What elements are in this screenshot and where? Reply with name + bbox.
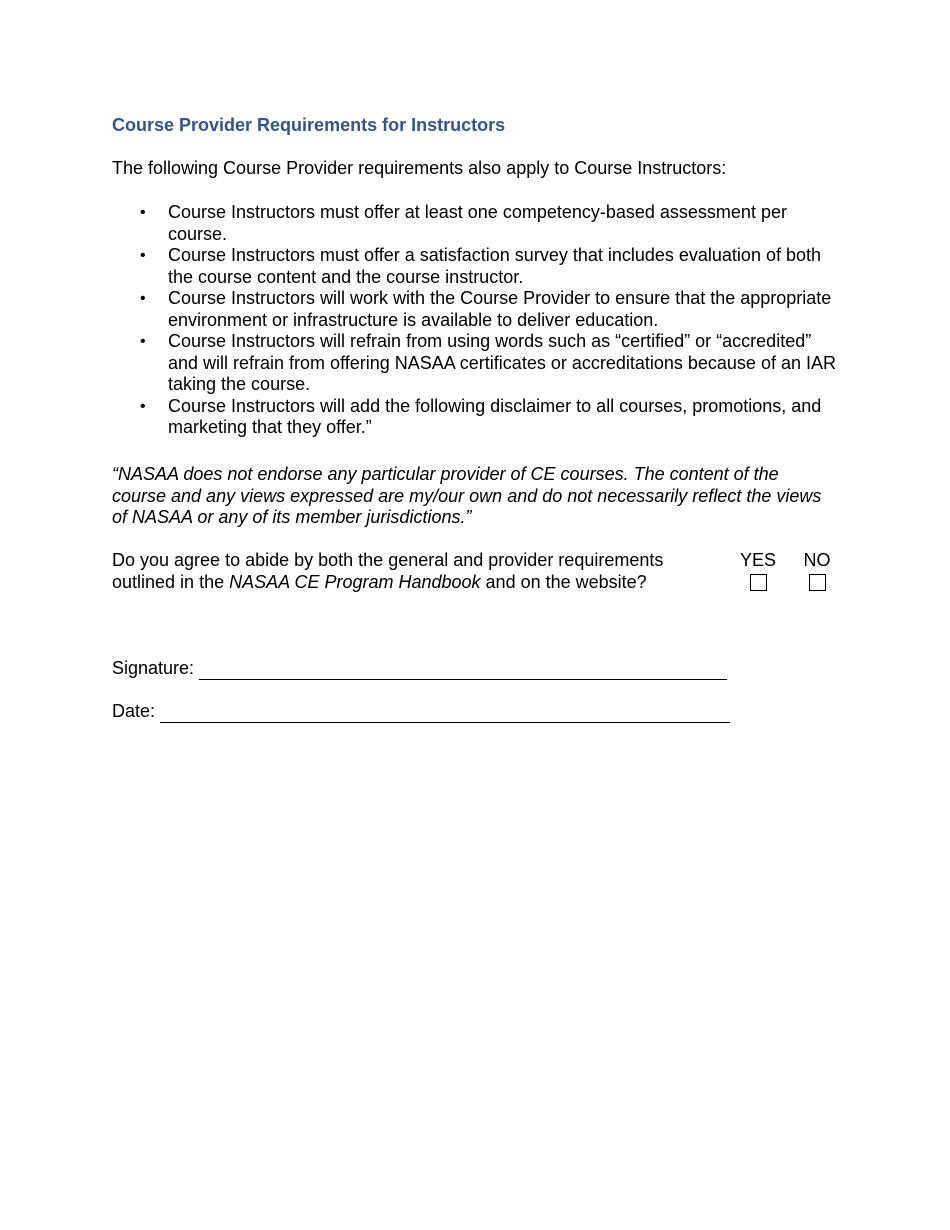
bullet-icon: •	[140, 290, 146, 307]
requirement-text: Course Instructors must offer a satisfaction survey that includes evaluation of both the course content and the course instructor.	[168, 245, 822, 287]
bullet-icon: •	[140, 333, 146, 350]
date-field[interactable]	[160, 703, 730, 723]
yes-label: YES	[739, 550, 777, 570]
list-item	[112, 331, 842, 396]
no-option	[798, 550, 836, 591]
section-heading: Course Provider Requirements for Instructors	[112, 115, 506, 135]
requirement-text: Course Instructors will refrain from using words such as “certified” or “accredited” and will refrain from offering NASAA certificates or accreditations because of an IAR taking the course.	[168, 331, 836, 394]
agreement-question-end: and on the website?	[480, 571, 647, 592]
intro-paragraph: The following Course Provider requirements also apply to Course Instructors:	[112, 158, 727, 178]
bullet-icon: •	[140, 204, 146, 221]
requirement-text: Course Instructors will work with the Course Provider to ensure that the appropriate environment or infrastructure is available to deliver education.	[168, 288, 832, 330]
bullet-icon: •	[140, 247, 146, 264]
agreement-question	[112, 550, 712, 593]
no-label: NO	[803, 550, 831, 570]
handbook-title: NASAA CE Program Handbook	[229, 571, 481, 592]
signature-field[interactable]	[199, 660, 727, 680]
bullet-icon: •	[140, 397, 146, 415]
requirement-text: Course Instructors must offer at least one competency-based assessment per course.	[168, 202, 787, 244]
requirement-text: Course Instructors will add the following disclaimer to all courses, promotions, and marketing that they offer.”	[168, 395, 822, 437]
yes-option	[736, 550, 780, 591]
signature-label: Signature:	[112, 658, 195, 678]
list-item	[112, 245, 842, 288]
agreement-question-start: Do you agree to abide by both the general and provider requirements outlined in the	[112, 550, 664, 592]
date-label: Date:	[112, 701, 156, 721]
list-item	[112, 288, 842, 331]
list-item	[112, 396, 842, 439]
disclaimer-quote: “NASAA does not endorse any particular provider of CE courses. The content of the course and any views expressed are my/our own and do not necessarily reflect the views of NASAA or any of its member jurisdictions.”	[112, 464, 822, 527]
signature-row	[112, 658, 727, 680]
list-item	[112, 202, 842, 245]
requirements-list	[112, 202, 842, 439]
no-checkbox[interactable]	[809, 574, 826, 591]
yes-checkbox[interactable]	[750, 574, 767, 591]
date-row	[112, 701, 730, 723]
